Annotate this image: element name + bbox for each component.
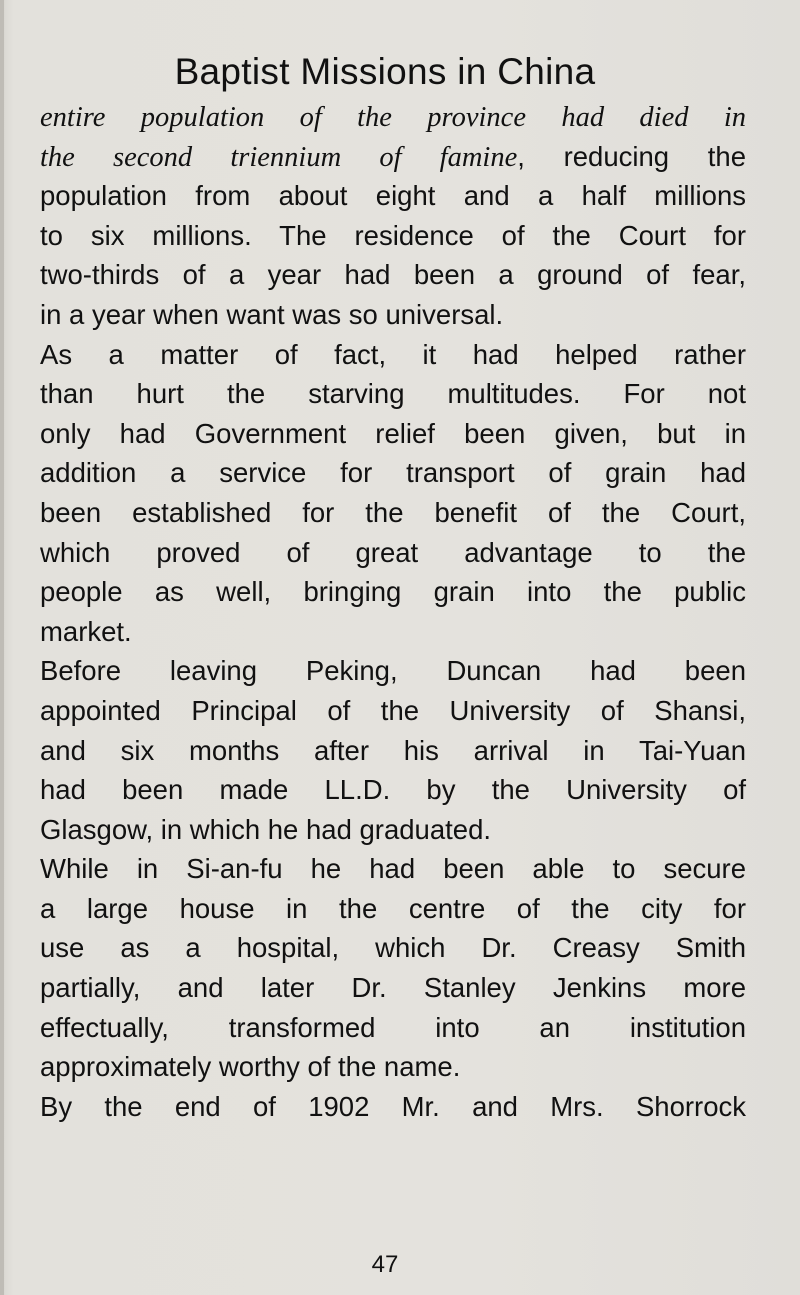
roman-text: use as a hospital, which Dr. Creasy Smith	[40, 932, 746, 964]
page-number: 47	[371, 1251, 399, 1278]
roman-text: a large house in the centre of the city for	[40, 892, 746, 924]
page-gutter-shadow	[0, 0, 4, 1295]
text-line	[40, 137, 746, 177]
text-line	[40, 255, 746, 295]
running-head: Baptist Missions in China	[174, 51, 596, 92]
text-line	[40, 176, 746, 216]
text-line	[40, 810, 746, 850]
text-line	[40, 889, 746, 929]
roman-text: effectually, transformed into an institution	[40, 1011, 746, 1043]
text-line	[40, 691, 746, 731]
roman-text: which proved of great advantage to the	[40, 536, 746, 568]
roman-text: By the end of 1902 Mr. and Mrs. Shorrock	[40, 1090, 746, 1122]
roman-text: people as well, bringing grain into the public	[40, 576, 746, 608]
text-line	[40, 414, 746, 454]
roman-text: Glasgow, in which he had graduated.	[40, 813, 491, 845]
roman-text: population from about eight and a half millions	[40, 180, 746, 212]
roman-text: only had Government relief been given, but in	[40, 417, 746, 449]
roman-text: approximately worthy of the name.	[40, 1051, 461, 1083]
roman-text: addition a service for transport of grain had	[40, 457, 746, 489]
text-line	[40, 731, 746, 771]
roman-text: had been made LL.D. by the University of	[40, 774, 746, 806]
roman-text: market.	[40, 615, 132, 647]
text-line	[40, 849, 746, 889]
roman-text: been established for the benefit of the Court,	[40, 496, 746, 528]
text-line	[40, 295, 746, 335]
roman-text: to six millions. The residence of the Court for	[40, 219, 746, 251]
text-line	[40, 533, 746, 573]
text-line	[40, 97, 746, 137]
roman-text: two-thirds of a year had been a ground of fear,	[40, 259, 746, 291]
roman-text: , reducing the	[517, 140, 746, 172]
body-text	[40, 97, 746, 1126]
roman-text: While in Si-an-fu he had been able to secure	[40, 853, 746, 885]
text-line	[40, 572, 746, 612]
roman-text: Before leaving Peking, Duncan had been	[40, 655, 746, 687]
roman-text: partially, and later Dr. Stanley Jenkins more	[40, 972, 746, 1004]
text-line	[40, 928, 746, 968]
text-line	[40, 770, 746, 810]
roman-text: in a year when want was so universal.	[40, 298, 504, 330]
roman-text: and six months after his arrival in Tai-Yuan	[40, 734, 746, 766]
text-line	[40, 453, 746, 493]
roman-text: As a matter of fact, it had helped rather	[40, 338, 746, 370]
text-line	[40, 1008, 746, 1048]
text-line	[40, 612, 746, 652]
text-line	[40, 1087, 746, 1127]
text-line	[40, 335, 746, 375]
italic-phrase: the second triennium of famine	[40, 141, 518, 173]
roman-text: than hurt the starving multitudes. For not	[40, 378, 746, 410]
text-line	[40, 374, 746, 414]
text-line	[40, 651, 746, 691]
roman-text: appointed Principal of the University of Shansi,	[40, 694, 746, 726]
text-line	[40, 216, 746, 256]
text-line	[40, 968, 746, 1008]
italic-phrase: entire population of the province had died in	[40, 102, 746, 133]
text-line	[40, 493, 746, 533]
text-line	[40, 1047, 746, 1087]
